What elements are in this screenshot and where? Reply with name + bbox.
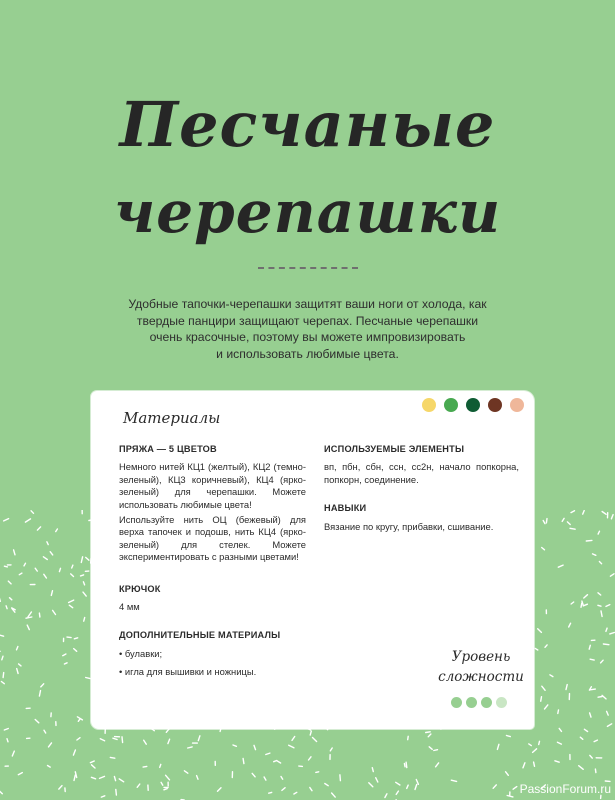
sprinkle [562,518,564,521]
sprinkle [590,713,591,717]
sprinkle [570,528,575,529]
sprinkle [590,755,593,758]
sprinkle [48,766,51,768]
sprinkle [313,738,317,742]
page-title-line-1: Песчаные [119,88,496,161]
difficulty-dot-filled [481,697,492,708]
color-swatches [422,398,524,412]
materials-title: Материалы [123,409,221,427]
sprinkle [590,689,595,690]
sprinkle [233,745,236,746]
sprinkle [282,788,285,791]
sprinkle [601,611,602,617]
sprinkle [74,649,77,652]
sprinkle [541,697,542,702]
sprinkle [143,766,147,767]
sprinkle [19,573,22,575]
sprinkle [269,792,272,793]
skills-heading: НАВЫКИ [324,503,367,514]
title-divider [258,267,358,269]
sprinkle [86,678,91,679]
sprinkle [607,724,611,727]
yarn-heading: ПРЯЖА — 5 ЦВЕТОВ [119,444,217,454]
sprinkle [330,748,332,751]
sprinkle [589,645,590,649]
sprinkle [8,581,11,584]
sprinkle [332,793,336,797]
sprinkle [598,605,601,606]
sprinkle [606,605,610,607]
hook-heading: КРЮЧОК [119,583,161,594]
sprinkle [18,773,22,775]
sprinkle [252,773,255,776]
sprinkle [113,738,117,739]
sprinkle [51,591,52,596]
sprinkle [542,548,545,550]
sprinkle [152,729,154,731]
sprinkle [25,519,30,522]
sprinkle [580,737,583,739]
sprinkle [116,789,117,795]
sprinkle [407,785,409,788]
sprinkle [606,628,607,631]
elements-text: вп, пбн, сбн, ссн, сс2н, начало попкорна, попкорн, соединение. [324,461,519,485]
extra-material-item: • булавки; [119,647,163,659]
sprinkle [67,637,71,638]
difficulty-indicator [451,697,507,708]
sprinkle [81,557,82,563]
sprinkle [47,542,48,545]
sprinkle [292,737,295,741]
sprinkle [49,743,52,747]
sprinkle [545,645,547,647]
sprinkle [416,780,418,785]
sprinkle [78,719,80,722]
sprinkle [10,598,12,600]
sprinkle [35,568,37,571]
sprinkle [110,757,115,758]
intro-text [110,296,505,362]
sprinkle [534,762,535,766]
sprinkle [569,623,571,627]
sprinkle [17,647,18,650]
intro-line: очень красочные, поэтому вы можете импровизировать [149,330,466,345]
sprinkle [77,738,80,740]
sprinkle [243,759,244,764]
sprinkle [74,638,77,639]
sprinkle [41,684,44,687]
sprinkle [426,732,431,733]
sprinkle [4,519,9,521]
materials-card [91,391,534,729]
sprinkle [513,787,517,790]
sprinkle [598,697,602,698]
sprinkle [598,531,599,534]
sprinkle [69,600,74,602]
sprinkle [37,527,40,530]
sprinkle [28,612,31,617]
intro-line: твердые панцири защищают черепах. Песчаные черепашки [136,313,479,328]
sprinkle [404,764,405,767]
sprinkle [0,791,2,794]
sprinkle [406,762,407,767]
sprinkle [289,745,294,748]
sprinkle [558,710,559,714]
sprinkle [396,782,400,785]
materials-left-column [119,443,306,685]
sprinkle [557,742,561,744]
sprinkle [497,744,499,749]
sprinkle [83,592,86,596]
sprinkle [529,744,532,746]
difficulty-dot-filled [451,697,462,708]
color-swatch [444,398,458,412]
sprinkle [581,603,582,607]
sprinkle [372,768,373,772]
sprinkle [571,602,574,604]
sprinkle [535,648,538,650]
difficulty-dot-filled [466,697,477,708]
sprinkle [558,565,563,567]
sprinkle [325,784,328,786]
sprinkle [17,669,18,674]
sprinkle [198,736,200,741]
sprinkle [84,618,85,622]
sprinkle [507,736,511,737]
sprinkle [92,765,96,768]
yarn-text-1: Немного нитей КЦ1 (желтый), КЦ2 (темно-зеленый), КЦ3 коричневый), КЦ4 (ярко-зеленый) для черепашки. Можете использовать любимые цвета! [119,461,306,510]
sprinkle [74,775,75,780]
sprinkle [590,659,594,660]
difficulty-dot-empty [496,697,507,708]
sprinkle [119,779,124,782]
sprinkle [545,705,548,709]
hook-size: 4 мм [119,601,140,613]
sprinkle [53,610,56,614]
sprinkle [594,740,597,742]
sprinkle [310,788,312,791]
sprinkle [71,574,74,577]
sprinkle [0,635,4,636]
sprinkle [72,565,73,568]
sprinkle [538,629,542,633]
sprinkle [59,786,62,790]
sprinkle [188,747,192,748]
sprinkle [24,563,26,566]
sprinkle [100,776,105,778]
sprinkle [533,749,537,753]
sprinkle [429,747,432,750]
sprinkle [506,772,509,776]
color-swatch [466,398,480,412]
sprinkle [4,566,7,567]
sprinkle [114,777,115,781]
sprinkle [144,740,147,744]
sprinkle [56,529,58,532]
sprinkle [385,794,387,798]
sprinkle [601,660,604,663]
sprinkle [603,644,609,645]
sprinkle [316,772,319,773]
sprinkle [539,741,540,744]
sprinkle [309,757,312,760]
sprinkle [90,761,94,763]
sprinkle [44,574,47,578]
sprinkle [428,734,431,737]
sprinkle [164,789,167,790]
sprinkle [168,739,170,743]
sprinkle [546,519,547,523]
sprinkle [91,777,95,779]
sprinkle [583,511,585,515]
sprinkle [507,796,513,797]
sprinkle [137,784,140,787]
sprinkle [7,739,8,742]
materials-right-column [324,443,519,536]
sprinkle [611,515,613,519]
sprinkle [43,557,47,560]
sprinkle [264,777,266,780]
sprinkle [567,522,570,525]
sprinkle [6,606,7,609]
sprinkle [3,673,4,678]
sprinkle [607,711,609,715]
sprinkle [340,775,341,781]
sprinkle [266,753,270,754]
sprinkle [566,685,567,690]
sprinkle [436,763,439,767]
sprinkle [69,605,72,608]
sprinkle [586,540,592,541]
sprinkle [64,663,67,664]
watermark: PassionForum.ru [519,782,611,796]
sprinkle [160,764,161,767]
sprinkle [277,761,281,763]
sprinkle [550,675,553,677]
sprinkle [27,625,29,630]
sprinkle [19,664,21,666]
intro-line: и использовать любимые цвета. [216,346,399,361]
sprinkle [555,761,559,762]
sprinkle [281,777,283,780]
sprinkle [197,776,198,780]
sprinkle [584,729,587,731]
sprinkle [14,550,15,555]
sprinkle [101,796,105,797]
sprinkle [559,728,561,731]
sprinkle [415,785,417,790]
sprinkle [218,788,222,792]
sprinkle [254,745,256,749]
sprinkle [2,656,3,660]
sprinkle [100,739,104,741]
sprinkle [26,617,32,618]
sprinkle [369,783,373,787]
sprinkle [50,552,53,555]
sprinkle [451,780,456,781]
sprinkle [1,682,4,684]
sprinkle [122,737,123,743]
sprinkle [294,792,297,794]
sprinkle [4,729,8,731]
sprinkle [161,782,163,785]
sprinkle [542,686,545,690]
sprinkle [73,750,75,755]
color-swatch [422,398,436,412]
sprinkle [81,575,84,576]
sprinkle [310,731,311,735]
color-swatch [488,398,502,412]
sprinkle [595,769,596,773]
sprinkle [602,512,606,515]
intro-line: Удобные тапочки-черепашки защитят ваши ноги от холода, как [128,297,487,311]
sprinkle [602,695,606,699]
sprinkle [579,766,584,770]
sprinkle [59,568,60,571]
sprinkle [571,511,575,513]
sprinkle [274,761,277,762]
sprinkle [31,511,33,514]
sprinkle [44,730,46,733]
color-swatch [510,398,524,412]
sprinkle [584,595,588,598]
sprinkle [598,593,601,595]
sprinkle [184,771,187,773]
sprinkle [86,557,89,560]
sprinkle [599,562,601,564]
page-title-line-2: черепашки [113,178,502,246]
sprinkle [166,775,170,780]
sprinkle [523,763,525,768]
difficulty-label-line: сложности [438,669,524,685]
difficulty-label-line: Уровень [451,649,511,665]
sprinkle [593,554,596,555]
skills-text: Вязание по кругу, прибавки, сшивание. [324,520,494,532]
sprinkle [610,574,614,576]
extra-materials-heading: ДОПОЛНИТЕЛЬНЫЕ МАТЕРИАЛЫ [119,630,281,641]
sprinkle [610,633,615,634]
elements-heading: ИСПОЛЬЗУЕМЫЕ ЭЛЕМЕНТЫ [324,444,465,454]
sprinkle [12,751,14,756]
yarn-text-2: Используйте нить ОЦ (бежевый) для верха тапочек и подошв, нить КЦ4 (ярко-зеленый) для стелек. Можете экспериментировать с разными цветами! [119,514,306,563]
difficulty-label [431,647,531,687]
sprinkle [408,736,409,739]
sprinkle [376,778,378,782]
sprinkle [39,613,40,617]
sprinkle [543,521,545,524]
sprinkle [83,582,84,585]
sprinkle [35,720,39,723]
sprinkle [396,791,398,794]
sprinkle [434,750,438,751]
sprinkle [39,691,40,697]
extra-material-item: • игла для вышивки и ножницы. [119,666,257,678]
sprinkle [493,785,496,788]
sprinkle [63,654,66,656]
